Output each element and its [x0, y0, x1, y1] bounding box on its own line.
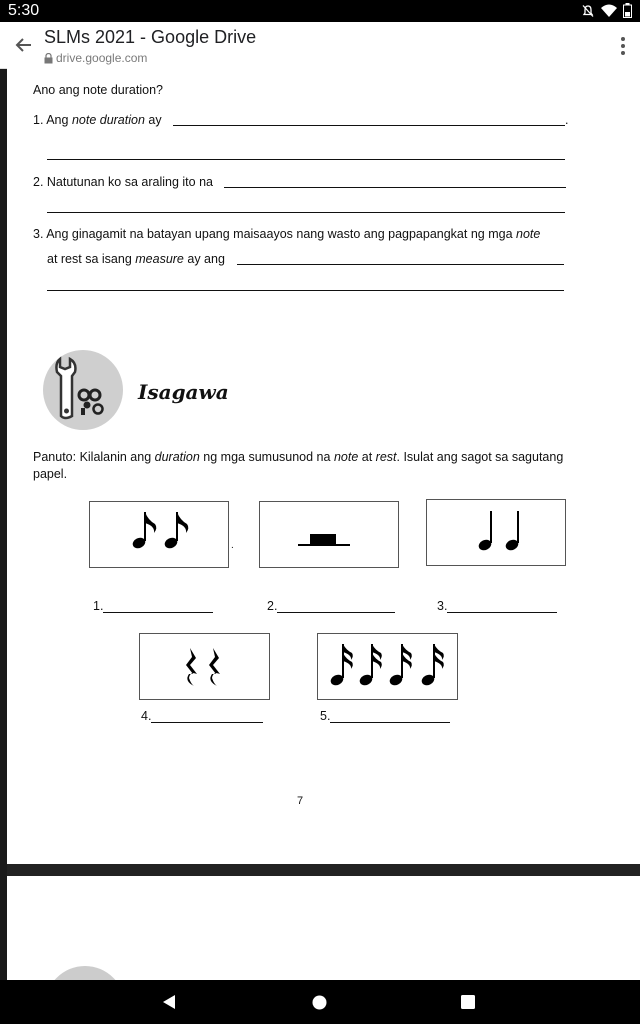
nav-back-icon[interactable] — [162, 994, 176, 1010]
answer-blank — [330, 710, 450, 723]
panuto-c: ng mga sumusunod na — [199, 450, 334, 464]
panuto-line2: papel. — [33, 467, 68, 481]
panuto-a: Panuto: Kilalanin ang — [33, 450, 155, 464]
answer-2 — [267, 599, 395, 613]
panuto-d: note — [333, 450, 359, 464]
more-options-icon[interactable] — [620, 36, 626, 56]
page-title: SLMs 2021 - Google Drive — [44, 27, 257, 47]
panuto-e: at — [358, 450, 376, 464]
nav-recents-icon[interactable] — [461, 995, 475, 1009]
question-3-line1 — [33, 226, 540, 242]
quarter-notes-image — [427, 500, 567, 567]
panuto-f: rest — [375, 450, 397, 464]
answer-line — [237, 264, 564, 265]
status-bar — [0, 0, 640, 22]
status-time: 5:30 — [8, 2, 40, 19]
note-box-3 — [426, 499, 566, 566]
document-page — [7, 68, 640, 864]
isagawa-badge — [43, 350, 123, 430]
answer-1 — [93, 599, 213, 613]
answer-line — [47, 290, 564, 291]
q3-line2-post: ay ang — [183, 252, 225, 266]
answer-3-number: 3. — [437, 599, 448, 613]
nav-home-icon[interactable] — [312, 995, 327, 1010]
answer-blank — [277, 600, 395, 613]
sixteenth-notes-image — [318, 634, 459, 701]
page-number: 7 — [297, 795, 304, 807]
question-3-line2 — [47, 251, 225, 267]
q3-line2-pre: at rest sa isang — [47, 252, 136, 266]
url-display[interactable] — [44, 51, 147, 65]
q1-pre: 1. Ang — [33, 113, 72, 127]
note-box-1 — [89, 501, 229, 568]
answer-line — [47, 212, 565, 213]
q3-line2-em: measure — [135, 252, 184, 266]
section-title: Isagawa — [138, 380, 229, 404]
quarter-rests-image — [140, 634, 271, 701]
half-rest-image — [260, 502, 400, 569]
note-box-4 — [139, 633, 270, 700]
next-page-badge — [45, 966, 125, 980]
stray-dot: . — [231, 540, 234, 551]
answer-blank — [447, 600, 557, 613]
answer-4-number: 4. — [141, 709, 152, 723]
answer-line — [224, 187, 566, 188]
wrench-tools-icon — [43, 350, 123, 430]
panuto-g: . Isulat ang sagot sa sagutang — [396, 450, 564, 464]
answer-5 — [320, 709, 450, 723]
q1-em: note duration — [71, 113, 145, 127]
battery-icon — [623, 3, 632, 18]
panuto-b: duration — [154, 450, 200, 464]
lock-icon — [44, 53, 53, 64]
question-1 — [33, 112, 162, 128]
browser-app-bar — [0, 22, 640, 69]
note-box-2 — [259, 501, 399, 568]
eighth-notes-image — [90, 502, 230, 569]
answer-5-number: 5. — [320, 709, 331, 723]
system-nav-bar — [0, 980, 640, 1024]
wifi-icon — [601, 4, 617, 18]
answer-line — [47, 159, 565, 160]
answer-1-number: 1. — [93, 599, 104, 613]
answer-4 — [141, 709, 263, 723]
note-box-5 — [317, 633, 458, 700]
answer-blank — [151, 710, 263, 723]
answer-line — [173, 125, 565, 126]
next-document-page — [7, 876, 640, 980]
page-divider — [7, 864, 640, 876]
q1-post: ay — [144, 113, 162, 127]
notifications-off-icon — [581, 4, 595, 18]
question-title: Ano ang note duration? — [33, 83, 163, 97]
q3-line1-em: note — [516, 227, 541, 241]
answer-2-number: 2. — [267, 599, 278, 613]
answer-blank — [103, 600, 213, 613]
q1-end: . — [565, 113, 569, 127]
question-2: 2. Natutunan ko sa araling ito na — [33, 175, 213, 189]
answer-3 — [437, 599, 557, 613]
back-arrow-icon[interactable] — [12, 34, 34, 56]
url-text: drive.google.com — [56, 51, 148, 65]
status-icons — [581, 3, 632, 18]
q3-line1-pre: 3. Ang ginagamit na batayan upang maisaayos nang wasto ang pagpapangkat ng mga — [33, 227, 516, 241]
panuto-line1 — [33, 449, 563, 465]
